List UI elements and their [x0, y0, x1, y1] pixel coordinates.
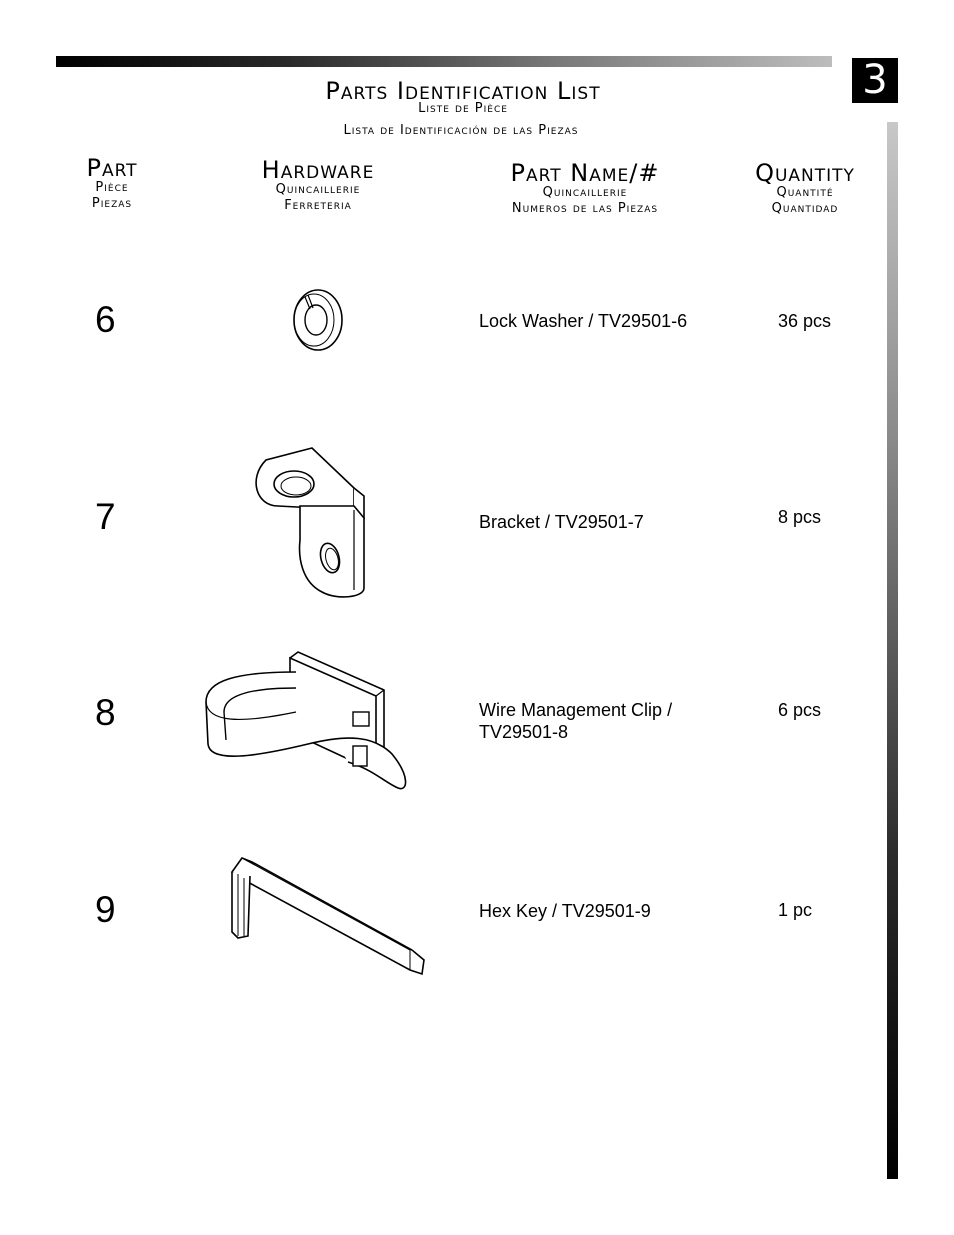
column-header-quantity-fr: Quantité — [776, 185, 834, 200]
header-gradient-bar — [56, 56, 832, 67]
part-name: Lock Washer / TV29501-6 — [479, 311, 688, 331]
wire-clip-icon — [198, 632, 423, 817]
column-header-part-name-fr: Quincaillerie — [542, 185, 628, 200]
part-number: 7 — [95, 496, 116, 537]
column-header-part — [86, 156, 137, 212]
column-header-part-name-es: Numeros de las Piezas — [511, 201, 659, 216]
page-number: 3 — [852, 58, 898, 103]
column-header-quantity-es: Quantidad — [771, 201, 839, 216]
part-number: 6 — [95, 299, 116, 340]
column-header-quantity — [755, 161, 855, 217]
lock-washer-icon — [288, 282, 348, 362]
part-quantity: 36 pcs — [778, 311, 832, 331]
column-header-hardware-fr: Quincaillerie — [275, 182, 361, 197]
part-number: 8 — [95, 692, 116, 733]
hex-key-icon — [226, 850, 426, 985]
part-name: Hex Key / TV29501-9 — [479, 901, 651, 921]
column-header-part-name-label: Part Name/# — [510, 159, 660, 187]
page-subtitle-es: Lista de Identificación de las Piezas — [343, 123, 579, 138]
part-name: Wire Management Clip / TV29501-8 — [479, 700, 673, 742]
page-title: Parts Identification List — [325, 77, 601, 105]
column-header-hardware-label: Hardware — [261, 156, 375, 184]
column-header-part-es: Piezas — [91, 196, 133, 211]
column-header-quantity-label: Quantity — [755, 159, 855, 187]
part-quantity: 6 pcs — [778, 700, 822, 720]
page-subtitle-fr: Liste de Pièce — [418, 101, 508, 116]
part-quantity: 1 pc — [778, 900, 813, 920]
side-gradient-bar — [887, 122, 898, 1179]
column-header-hardware-es: Ferreteria — [284, 198, 352, 213]
column-header-part-name — [511, 161, 660, 217]
part-name: Bracket / TV29501-7 — [479, 512, 644, 532]
column-header-part-label: Part — [86, 154, 138, 182]
column-header-part-fr: Pièce — [95, 180, 129, 195]
bracket-icon — [240, 440, 385, 605]
column-header-hardware — [262, 158, 375, 214]
part-quantity: 8 pcs — [778, 507, 822, 527]
part-number: 9 — [95, 889, 116, 930]
